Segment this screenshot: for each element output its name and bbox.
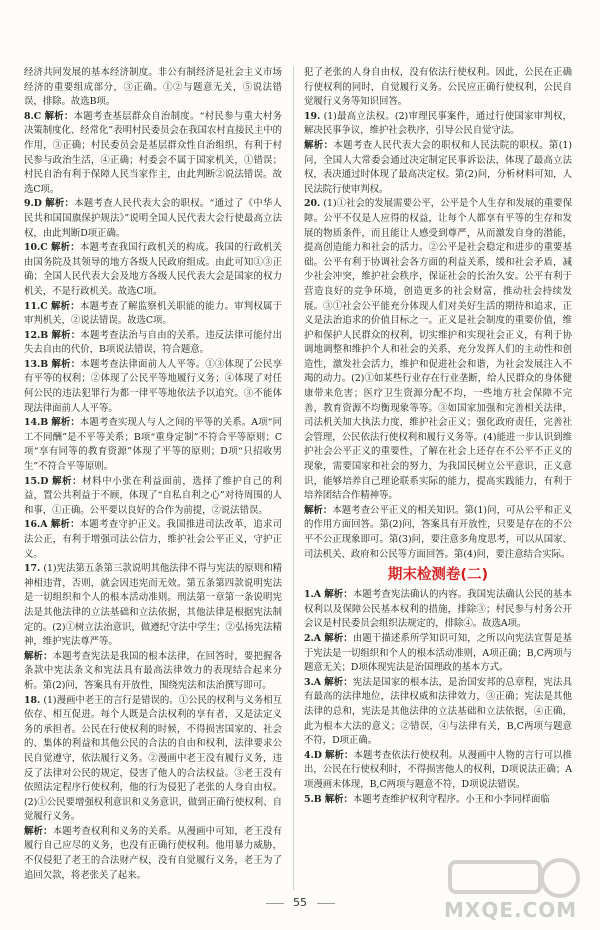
answer-text: 由题干描述系所学知识可知，之所以向宪法宣誓是基于宪法是一切组织和个人的根本活动准则，A项正确；B,C两项与题意无关；D项体现宪法是治国理政的基本方式。	[304, 632, 572, 674]
analysis-label: 解析：	[304, 504, 333, 516]
analysis-label: 解析：	[51, 242, 80, 254]
answer-text: (1)①社会的发展需要公平，公平是个人生存和发展的重要保障。公平不仅是人应得的权益，让每个人都享有平等的生存和发展的物质条件，而且能让人感受到尊严，从而激发自身的潜能，提高创造能力和社会的活力。②公平是社会稳定和进步的重要基础。公平有利于协调社会各方面的利益关系，缓和社会矛盾，减少社会冲突，维护社会秩序，保证社会的长治久安。公平有利于营造良好的竞争环境，创造更多的社会财富，推动社会持续发展。③①社会公平能充分体现人们对美好生活的期待和追求，正义是法治追求的价值目标之一。正义是社会制度的重要价值，维护和保护人民群众的权利，切实维护和实现社会正义，有利于协调地调整和维护个人和社会的关系，充分发挥人们的主动性和创造性，激发社会活力，维护和促进社会和谐，为社会发展注入不竭的动力。(2)①如某些行业存在行业垄断，给人民群众的身体健康带来危害；医疗卫生资源分配不均，一些地方社会保障不完善，教育资源不均衡现象等等。③如国家加强和完善相关法律，司法机关加大执法力度，维护社会正义；强化政府责任，完善社会管理，公民依法行使权利和履行义务等。(4)能进一步认识到维护社会公平正义的重要性，了解在社会上还存在不公平不正义的现象，需要国家和社会的努力，为我国民树立公平意识，正义意识，能够培养自己理论联系实际的能力，提高实践能力，有利于培养团结合作精神等。	[304, 198, 572, 502]
question-number: 16.A	[24, 519, 48, 531]
answer-paragraph	[304, 66, 572, 110]
analysis-label: 解析：	[324, 793, 353, 805]
analysis-label: 解析：	[324, 589, 353, 601]
answer-paragraph	[304, 632, 572, 676]
answer-text: 本题考查实现人与人之间的平等的关系。A项“同工不同酬”是不平等关系；B项“重身定制”不符合平等原则；C项“享有同等的教育资源”体现了平等的原则；D项“只招收男生”不符合平等原则。	[24, 417, 282, 473]
analysis-label: 解析：	[325, 749, 354, 761]
answer-text: 本题考查我国行政机关的构成。我国的行政机关由国务院及其领导的地方各级人民政府组成。由此可知①③正确；全国人民代表大会及地方各级人民代表大会是国家的权力机关，不是行政机关。故选C项。	[24, 242, 282, 297]
answer-text: 本题考查基层群众自治制度。“村民参与重大村务决策制度化、经常化”表明村民委员会在我国农村直接民主中的作用，③正确；村民委员会是基层群众性自治组织，有利于村民参与政治生活，④正确；村委会不属于国家机关，①错误；村民自治有利于保障人民当家作主，由此判断②说法错误。故选C项。	[24, 110, 283, 195]
watermark-text: MXQE.COM	[444, 898, 578, 922]
answer-text: 材料中小张在利益面前，选择了维护自己的利益，置公共利益于不顾，体现了“自私自利之心”对待周围的人和事，①正确。公平要以良好的合作为前提，②说法错误。	[24, 475, 282, 516]
answer-text: 本题考查公平正义的相关知识。第(1)问，可从公平和正义的作用方面回答。第(2)问，答案具有开放性，只要是存在的不公平不公正现象即可。第(3)问，要注意多角度思考，可以从国家、司法机关、政府和公民等方面回答。第(4)问，要注意结合实际。	[304, 504, 572, 560]
answer-text: (1)漫画中老王的言行是错误的。①公民的权利与义务相互依存、相互促进。每个人既是合法权利的享有者，又是法定义务的承担者。公民在行使权利的时候，不得损害国家的、社会的、集体的利益和其他公民的合法的自由和权利，法律要求公民自觉遵守，依法履行义务。②漫画中老王没有履行义务，违反了法律对公民的规定，侵害了他人的合法权益。③老王没有依照法定程序行使权利，他的行为侵犯了老张的人身自由权。(2)①公民要增强权利意识和义务意识，做到正确行使权利、自觉履行义务。	[24, 694, 282, 823]
answer-paragraph	[304, 504, 572, 562]
analysis-label: 解析：	[45, 198, 75, 210]
question-number: 19.	[304, 110, 321, 122]
answer-paragraph	[304, 793, 572, 808]
question-number: 18.	[24, 694, 41, 706]
answer-paragraph	[24, 825, 282, 883]
answer-text: 本题考查宪法确认的内容。我国宪法确认公民的基本权利以及保障公民基本权利的措施，排除③；村民参与村务公开会议是村民委员会组织法规定的，排除④。故选A项。	[304, 589, 572, 630]
question-number: 9.D	[24, 198, 42, 210]
question-number: 1.A	[304, 589, 322, 601]
watermark-logo	[440, 854, 590, 924]
answer-text: 本题考查法律面前人人平等。①③体现了公民享有平等的权利；②体现了公民平等地履行义务；④体现了对任何公民的违法犯罪行为都一律平等地依法予以追究。③不能体现法律面前人人平等。	[24, 358, 282, 414]
analysis-label: 解析：	[44, 110, 74, 122]
question-number: 8.C	[24, 110, 42, 122]
answer-paragraph	[24, 300, 282, 329]
answer-paragraph	[24, 197, 282, 241]
analysis-label: 解析：	[51, 300, 80, 312]
question-number: 10.C	[24, 242, 48, 254]
question-number: 12.B	[24, 329, 49, 341]
answer-paragraph	[24, 358, 282, 416]
analysis-label: 解析：	[324, 632, 353, 644]
question-number: 17.	[24, 563, 41, 575]
analysis-label: 解析：	[51, 417, 80, 429]
left-column	[24, 66, 282, 883]
question-number: 14.B	[24, 417, 49, 429]
analysis-label: 解析：	[324, 676, 353, 688]
analysis-label: 解析：	[51, 329, 81, 341]
answer-paragraph	[24, 650, 282, 694]
answer-text: 经济共同发展的基本经济制度。非公有制经济是社会主义市场经济的重要组成部分，③正确。①②与题意无关，⑤说法错误，排除。故选B项。	[24, 67, 282, 108]
footer-rule-left	[266, 903, 284, 904]
right-column	[304, 66, 572, 807]
answer-text: 本题考查人民代表大会的职权和人民法院的职权。第(1)问，全国人大常委会通过决定制定民事诉讼法，体现了最高立法权，表决通过时体现了最高决定权。第(2)问，分析材料可知，人民法院行使审判权。	[304, 139, 572, 195]
answer-text: (1)宪法第五条第三款说明其他法律不得与宪法的原则和精神相违背，否则，就会因违宪而无效。第五条第四款说明宪法是一切组织和个人的根本活动准则。刑法第一章第一条说明宪法是其他法律的立法基础和立法依据，其他法律是根据宪法制定的。(2)①树立法治意识，做遵纪守法中学生；②弘扬宪法精神，维护宪法尊严等。	[24, 563, 282, 648]
answer-paragraph	[24, 329, 282, 358]
footer-rule-right	[317, 903, 335, 904]
answer-paragraph	[304, 197, 572, 503]
right-top-answers	[304, 66, 572, 562]
question-number: 11.C	[24, 300, 48, 312]
answer-paragraph	[304, 110, 572, 139]
answer-paragraph	[304, 676, 572, 749]
page-number: 55	[293, 896, 307, 909]
question-number: 3.A	[304, 676, 322, 688]
question-number: 15.D	[24, 475, 49, 487]
answer-text: 宪法是国家的根本法，是治国安邦的总章程，宪法具有最高的法律地位，法律权威和法律效力，③正确；宪法是其他法律的总和，宪法是其他法律的立法基础和立法依据，④正确，此为根本大法的意义；②错误，④与法律有关，B,C两项与题意不符，D项正确。	[304, 676, 572, 747]
question-number: 2.A	[304, 632, 322, 644]
analysis-label: 解析：	[24, 825, 53, 837]
question-number: 5.B	[304, 793, 322, 805]
answer-text: (1)最高立法权。(2)审理民事案件，通过行使国家审判权，解决民事争议，维护社会秩序，引导公民自觉守法。	[304, 110, 573, 137]
answer-text: 本题考查维护权利守程序。小王和小李同样面临	[352, 793, 550, 805]
analysis-label: 解析：	[24, 650, 53, 662]
answer-paragraph	[24, 416, 282, 474]
answer-paragraph	[304, 139, 572, 197]
analysis-label: 解析：	[52, 475, 83, 487]
answer-text: 本题考查人民代表大会的职权。“通过了《中华人民共和国国旗保护规法》”说明全国人民代表大会行使最高立法权，由此判断D项正确。	[24, 198, 282, 239]
analysis-label: 解析：	[304, 139, 334, 151]
answer-text: 本题考查法治与自由的关系。违反法律可能付出失去自由的代价，B项说法错误，符合题意。	[24, 329, 282, 356]
question-number: 20.	[304, 198, 321, 210]
answer-paragraph	[304, 749, 572, 793]
analysis-label: 解析：	[50, 519, 80, 531]
answer-paragraph	[24, 562, 282, 650]
answer-text: 本题考查权利和义务的关系。从漫画中可知，老王没有履行自己应尽的义务，也没有正确行使权利。他用暴力威胁，不仅侵犯了老王的合法财产权，没有自觉履行义务，老王为了追回欠款，将老张关了起来。	[24, 825, 282, 881]
analysis-label: 解析：	[51, 358, 81, 370]
answer-text: 本题考查了解监察机关职能的能力。审判权属于审判机关，②说法错误。故选C项。	[24, 300, 282, 327]
answer-paragraph	[24, 694, 282, 825]
answer-paragraph	[24, 241, 282, 299]
section-title: 期末检测卷(二)	[387, 567, 489, 584]
answer-text: 本题考查宪法是我国的根本法律，在回答时，要把握各条款中宪法条文和宪法具有最高法律效力的表现结合起来分析。第(2)问，答案具有开放性，围绕宪法和法治撰写即可。	[24, 650, 282, 691]
question-number: 4.D	[304, 749, 322, 761]
answer-paragraph	[304, 588, 572, 632]
question-number: 13.B	[24, 358, 49, 370]
column-divider	[293, 66, 294, 890]
answer-text: 犯了老张的人身自由权，没有依法行使权利。因此，公民在正确行使权利的同时，自觉履行义务。公民应正确行使权利，公民自觉履行义务等知识回答。	[304, 67, 572, 108]
answer-paragraph	[24, 518, 282, 562]
answer-text: 本题考查守护正义。我国推进司法改革，追求司法公正，有利于增强司法公信力，维护社会公平正义，守护正义。	[24, 519, 282, 560]
answer-paragraph	[24, 66, 282, 110]
right-bottom-answers	[304, 588, 572, 807]
answer-text: 本题考查依法行使权利。从漫画中人物的言行可以推出，公民在行使权利时，不得损害他人的权利，D项说法正确；A项漫画未体现，B,C两项与题意不符，D项说法错误。	[304, 749, 572, 790]
answer-paragraph	[24, 475, 282, 519]
answer-paragraph	[24, 110, 282, 198]
